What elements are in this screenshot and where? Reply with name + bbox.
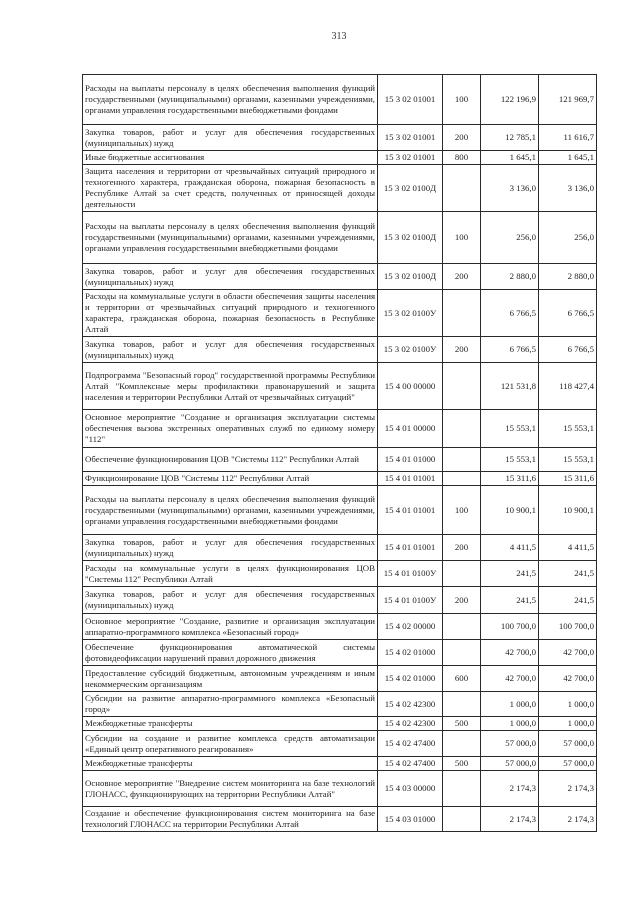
row-expense-type-code: 100	[443, 212, 481, 264]
row-description: Расходы на выплаты персоналу в целях обеспечения выполнения функций государственными (муниципальными) органами, казенными учреждениями, органами управления государственными внебюджетными фондами	[83, 486, 378, 535]
row-expense-type-code: 500	[443, 717, 481, 731]
row-target-code: 15 4 01 0100У	[378, 561, 443, 587]
row-description: Расходы на выплаты персоналу в целях обеспечения выполнения функций государственными (муниципальными) органами, казенными учреждениями, органами управления государственными внебюджетными фондами	[83, 212, 378, 264]
row-amount-second: 2 880,0	[539, 264, 597, 290]
row-expense-type-code: 800	[443, 151, 481, 165]
row-amount-first: 2 880,0	[481, 264, 539, 290]
row-expense-type-code	[443, 640, 481, 666]
table-row	[83, 666, 597, 692]
row-amount-second: 2 174,3	[539, 771, 597, 807]
row-amount-second: 100 700,0	[539, 614, 597, 640]
row-amount-first: 4 411,5	[481, 535, 539, 561]
row-description: Расходы на коммунальные услуги в области обеспечения защиты населения и территории от чрезвычайных ситуаций природного и техногенного характера, гражданская оборона, пожарная безопасность в Республике Алтай	[83, 290, 378, 337]
row-amount-second: 256,0	[539, 212, 597, 264]
table-row	[83, 486, 597, 535]
table-row	[83, 717, 597, 731]
row-description: Функционирование ЦОВ "Системы 112" Республики Алтай	[83, 472, 378, 486]
table-row	[83, 363, 597, 410]
table-row	[83, 614, 597, 640]
row-description: Обеспечение функционирования автоматической системы фотовидеофиксации нарушений правил дорожного движения	[83, 640, 378, 666]
row-target-code: 15 4 02 47400	[378, 731, 443, 757]
row-expense-type-code: 200	[443, 535, 481, 561]
row-target-code: 15 4 01 01001	[378, 472, 443, 486]
row-description: Закупка товаров, работ и услуг для обеспечения государственных (муниципальных) нужд	[83, 587, 378, 614]
row-amount-second: 42 700,0	[539, 640, 597, 666]
row-amount-first: 42 700,0	[481, 666, 539, 692]
row-amount-first: 1 645,1	[481, 151, 539, 165]
row-amount-second: 1 645,1	[539, 151, 597, 165]
table-row	[83, 807, 597, 832]
row-description: Подпрограмма "Безопасный город" государственной программы Республики Алтай "Комплексные меры профилактики правонарушений и защита населения и территории Республики Алтай от чрезвычайных ситуаций"	[83, 363, 378, 410]
table-row	[83, 448, 597, 472]
table-row	[83, 290, 597, 337]
row-target-code: 15 3 02 01001	[378, 125, 443, 151]
row-amount-second: 1 000,0	[539, 717, 597, 731]
row-description: Расходы на коммунальные услуги в целях функционирования ЦОВ "Системы 112" Республики Алтай	[83, 561, 378, 587]
row-amount-second: 241,5	[539, 587, 597, 614]
row-target-code: 15 3 02 0100У	[378, 337, 443, 363]
row-expense-type-code	[443, 472, 481, 486]
row-amount-first: 6 766,5	[481, 337, 539, 363]
row-amount-second: 10 900,1	[539, 486, 597, 535]
row-amount-first: 100 700,0	[481, 614, 539, 640]
row-amount-first: 3 136,0	[481, 165, 539, 212]
row-amount-first: 15 311,6	[481, 472, 539, 486]
budget-table	[82, 74, 597, 832]
table-row	[83, 561, 597, 587]
table-row	[83, 535, 597, 561]
row-amount-second: 11 616,7	[539, 125, 597, 151]
row-description: Межбюджетные трансферты	[83, 717, 378, 731]
table-row	[83, 337, 597, 363]
row-target-code: 15 4 02 01000	[378, 666, 443, 692]
row-amount-second: 241,5	[539, 561, 597, 587]
row-expense-type-code: 200	[443, 264, 481, 290]
row-amount-second: 6 766,5	[539, 337, 597, 363]
row-description: Субсидии на создание и развитие комплекса средств автоматизации «Единый центр оперативного реагирования»	[83, 731, 378, 757]
row-target-code: 15 4 03 00000	[378, 771, 443, 807]
row-amount-first: 256,0	[481, 212, 539, 264]
row-amount-first: 121 531,8	[481, 363, 539, 410]
row-target-code: 15 4 02 42300	[378, 717, 443, 731]
row-amount-first: 241,5	[481, 587, 539, 614]
row-amount-first: 1 000,0	[481, 717, 539, 731]
row-description: Основное мероприятие "Создание, развитие и организация эксплуатации аппаратно-программного комплекса «Безопасный город»	[83, 614, 378, 640]
row-description: Закупка товаров, работ и услуг для обеспечения государственных (муниципальных) нужд	[83, 264, 378, 290]
row-amount-second: 57 000,0	[539, 731, 597, 757]
row-description: Иные бюджетные ассигнования	[83, 151, 378, 165]
row-description: Закупка товаров, работ и услуг для обеспечения государственных (муниципальных) нужд	[83, 337, 378, 363]
table-row	[83, 692, 597, 717]
row-target-code: 15 3 02 0100Д	[378, 212, 443, 264]
row-target-code: 15 3 02 01001	[378, 75, 443, 125]
row-target-code: 15 4 01 01001	[378, 535, 443, 561]
row-target-code: 15 4 01 0100У	[378, 587, 443, 614]
row-amount-second: 2 174,3	[539, 807, 597, 832]
table-row	[83, 587, 597, 614]
row-expense-type-code	[443, 807, 481, 832]
row-description: Предоставление субсидий бюджетным, автономным учреждениям и иным некоммерческим организациям	[83, 666, 378, 692]
row-description: Субсидии на развитие аппаратно-программного комплекса «Безопасный город»	[83, 692, 378, 717]
budget-table-body	[83, 75, 597, 832]
row-target-code: 15 4 01 01000	[378, 448, 443, 472]
row-amount-first: 122 196,9	[481, 75, 539, 125]
table-row	[83, 151, 597, 165]
row-target-code: 15 4 03 01000	[378, 807, 443, 832]
row-target-code: 15 4 01 01001	[378, 486, 443, 535]
row-amount-second: 6 766,5	[539, 290, 597, 337]
row-target-code: 15 3 02 0100Д	[378, 165, 443, 212]
row-amount-first: 6 766,5	[481, 290, 539, 337]
row-amount-second: 42 700,0	[539, 666, 597, 692]
row-amount-first: 1 000,0	[481, 692, 539, 717]
row-expense-type-code	[443, 731, 481, 757]
row-expense-type-code: 200	[443, 337, 481, 363]
row-description: Основное мероприятие "Создание и организация эксплуатации системы обеспечения вызова экстренных оперативных служб по единому номеру "112"	[83, 410, 378, 448]
row-target-code: 15 4 02 00000	[378, 614, 443, 640]
row-description: Закупка товаров, работ и услуг для обеспечения государственных (муниципальных) нужд	[83, 535, 378, 561]
row-expense-type-code	[443, 165, 481, 212]
row-amount-first: 15 553,1	[481, 448, 539, 472]
row-expense-type-code	[443, 410, 481, 448]
row-target-code: 15 4 01 00000	[378, 410, 443, 448]
row-amount-second: 1 000,0	[539, 692, 597, 717]
row-description: Закупка товаров, работ и услуг для обеспечения государственных (муниципальных) нужд	[83, 125, 378, 151]
row-amount-second: 57 000,0	[539, 757, 597, 771]
row-target-code: 15 3 02 01001	[378, 151, 443, 165]
row-amount-second: 121 969,7	[539, 75, 597, 125]
page-number: 313	[331, 31, 347, 42]
row-amount-first: 42 700,0	[481, 640, 539, 666]
row-amount-first: 57 000,0	[481, 757, 539, 771]
row-target-code: 15 4 02 47400	[378, 757, 443, 771]
row-amount-second: 15 553,1	[539, 410, 597, 448]
row-expense-type-code	[443, 363, 481, 410]
row-amount-second: 15 553,1	[539, 448, 597, 472]
row-amount-first: 241,5	[481, 561, 539, 587]
row-expense-type-code: 100	[443, 486, 481, 535]
row-target-code: 15 3 02 0100У	[378, 290, 443, 337]
row-expense-type-code	[443, 771, 481, 807]
row-expense-type-code	[443, 561, 481, 587]
row-description: Создание и обеспечение функционирования систем мониторинга на базе технологий ГЛОНАСС на территории Республики Алтай	[83, 807, 378, 832]
table-row	[83, 757, 597, 771]
table-row	[83, 472, 597, 486]
row-amount-first: 57 000,0	[481, 731, 539, 757]
table-row	[83, 264, 597, 290]
row-target-code: 15 4 02 01000	[378, 640, 443, 666]
row-amount-first: 2 174,3	[481, 807, 539, 832]
row-amount-first: 10 900,1	[481, 486, 539, 535]
row-amount-second: 15 311,6	[539, 472, 597, 486]
row-expense-type-code: 200	[443, 125, 481, 151]
row-target-code: 15 4 02 42300	[378, 692, 443, 717]
row-expense-type-code	[443, 290, 481, 337]
table-row	[83, 125, 597, 151]
row-expense-type-code: 600	[443, 666, 481, 692]
row-expense-type-code: 100	[443, 75, 481, 125]
row-amount-second: 4 411,5	[539, 535, 597, 561]
table-row	[83, 165, 597, 212]
row-amount-first: 12 785,1	[481, 125, 539, 151]
table-row	[83, 771, 597, 807]
row-expense-type-code: 500	[443, 757, 481, 771]
row-description: Обеспечение функционирования ЦОВ "Системы 112" Республики Алтай	[83, 448, 378, 472]
row-description: Защита населения и территории от чрезвычайных ситуаций природного и техногенного характера, гражданская оборона, пожарная безопасность в Республике Алтай за счет средств, полученных от приносящей доходы деятельности	[83, 165, 378, 212]
row-target-code: 15 4 00 00000	[378, 363, 443, 410]
row-description: Расходы на выплаты персоналу в целях обеспечения выполнения функций государственными (муниципальными) органами, казенными учреждениями, органами управления государственными внебюджетными фондами	[83, 75, 378, 125]
row-amount-first: 15 553,1	[481, 410, 539, 448]
row-target-code: 15 3 02 0100Д	[378, 264, 443, 290]
table-row	[83, 212, 597, 264]
table-row	[83, 75, 597, 125]
table-row	[83, 640, 597, 666]
row-amount-first: 2 174,3	[481, 771, 539, 807]
row-description: Межбюджетные трансферты	[83, 757, 378, 771]
table-row	[83, 410, 597, 448]
row-expense-type-code	[443, 614, 481, 640]
row-amount-second: 118 427,4	[539, 363, 597, 410]
row-expense-type-code: 200	[443, 587, 481, 614]
table-row	[83, 731, 597, 757]
row-amount-second: 3 136,0	[539, 165, 597, 212]
row-description: Основное мероприятие "Внедрение систем мониторинга на базе технологий ГЛОНАСС, функционирующих на территории Республики Алтай"	[83, 771, 378, 807]
row-expense-type-code	[443, 692, 481, 717]
row-expense-type-code	[443, 448, 481, 472]
